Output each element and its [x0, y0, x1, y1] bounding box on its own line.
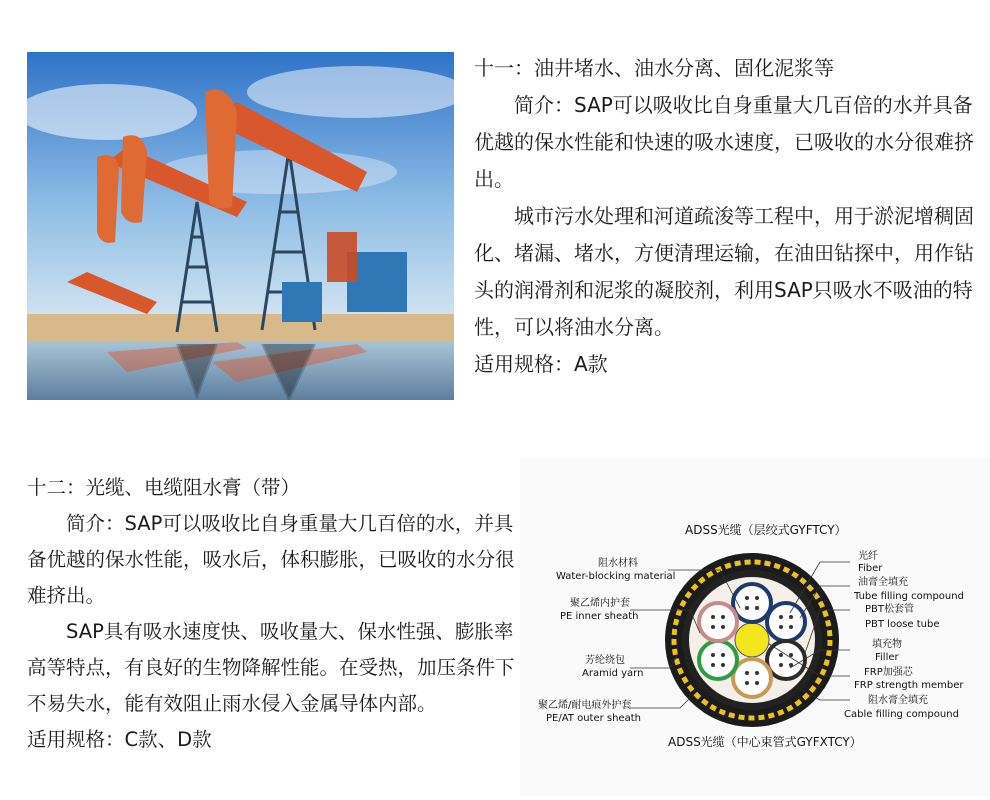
- loose-tube: [767, 603, 805, 641]
- section-12: [27, 470, 517, 758]
- loose-tube: [699, 641, 737, 679]
- section-11-intro: 简介：SAP可以吸收比自身重量大几百倍的水并具备优越的保水性能和快速的吸水速度，已吸收的水分很难挤出。: [474, 93, 974, 191]
- label-frp-en: FRP strength member: [854, 680, 964, 691]
- section-12-spec: 适用规格：C款、D款: [27, 728, 212, 751]
- label-water-blocking-en: Water-blocking material: [556, 571, 676, 582]
- section-12-body: SAP具有吸水速度快、吸收量大、保水性强、膨胀率高等特点，有良好的生物降解性能。在受热，加压条件下不易失水，能有效阻止雨水侵入金属导体内部。: [27, 620, 515, 715]
- diagram-title-bottom: ADSS光缆（中心束管式GYFXTCY）: [668, 735, 862, 749]
- loose-tube: [699, 603, 737, 641]
- label-cable-filling-en: Cable filling compound: [844, 709, 959, 720]
- label-pbt-tube-en: PBT loose tube: [865, 619, 940, 630]
- section-12-title: 十二：光缆、电缆阻水膏（带）: [27, 476, 301, 499]
- label-tube-filling-en: Tube filling compound: [854, 591, 964, 602]
- section-12-intro: 简介：SAP可以吸收比自身重量大几百倍的水，并具备优越的保水性能，吸水后，体积膨胀，已吸收的水分很难挤出。: [27, 512, 515, 607]
- label-inner-sheath-cn: 聚乙烯内护套: [570, 598, 630, 609]
- label-aramid-en: Aramid yarn: [582, 668, 644, 679]
- section-11-title: 十一：油井堵水、油水分离、固化泥浆等: [474, 56, 834, 80]
- oil-pumpjack-photo: [27, 52, 454, 400]
- label-outer-sheath-cn: 聚乙烯/耐电痕外护套: [538, 700, 632, 711]
- section-11-body: 城市污水处理和河道疏浚等工程中，用于淤泥增稠固化、堵漏、堵水，方便清理运输，在油田钻探中，用作钻头的润滑剂和泥浆的凝胶剂，利用SAP只吸水不吸油的特性，可以将油水分离。: [474, 204, 974, 339]
- label-inner-sheath-en: PE inner sheath: [560, 611, 639, 622]
- label-cable-filling-cn: 阻水膏全填充: [868, 695, 928, 706]
- label-water-blocking-cn: 阻水材料: [598, 558, 638, 569]
- label-filler-en: Filler: [875, 652, 899, 663]
- diagram-title-top: ADSS光缆（层绞式GYFTCY）: [685, 523, 847, 537]
- label-fiber-cn: 光纤: [858, 551, 878, 562]
- loose-tube: [733, 659, 771, 697]
- loose-tube: [733, 584, 771, 622]
- label-aramid-cn: 芳纶绕包: [585, 655, 625, 666]
- label-frp-cn: FRP加强芯: [864, 667, 913, 678]
- frp-strength-member: [735, 623, 769, 657]
- label-outer-sheath-en: PE/AT outer sheath: [546, 713, 641, 724]
- cable-cross-section-diagram: [520, 458, 990, 796]
- section-11: [474, 50, 979, 383]
- section-11-spec: 适用规格：A款: [474, 352, 608, 376]
- label-fiber-en: Fiber: [858, 563, 883, 574]
- label-pbt-tube-cn: PBT松套管: [865, 604, 914, 615]
- label-tube-filling-cn: 油膏全填充: [858, 577, 908, 588]
- label-filler-cn: 填充物: [872, 639, 902, 650]
